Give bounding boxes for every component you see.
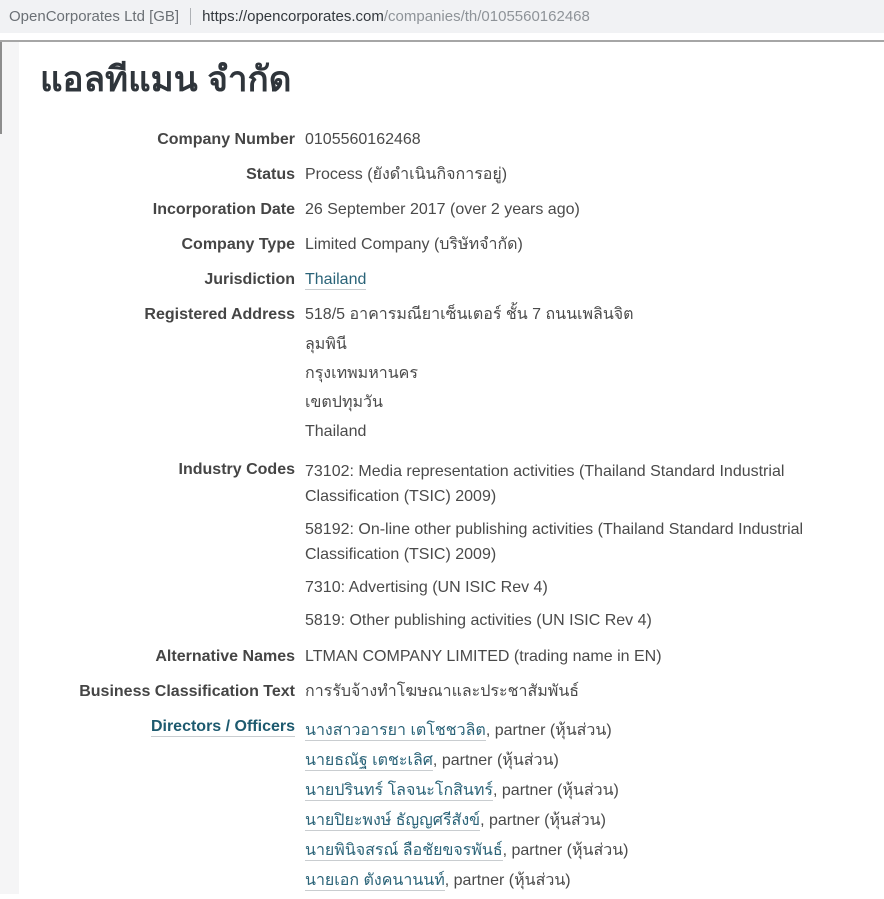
- officer-link[interactable]: นายพินิจสรณ์ ลือชัยขจรพันธ์: [305, 842, 503, 859]
- window-edge-line: [0, 42, 2, 134]
- incorporation-date-label: Incorporation Date: [152, 201, 295, 218]
- row-registered-address: [40, 304, 864, 446]
- address-bar-divider: [190, 8, 191, 25]
- address-bar-gap: [0, 33, 884, 40]
- officer-row: [305, 866, 628, 896]
- url-host: https://opencorporates.com: [202, 8, 384, 25]
- company-number-label: Company Number: [157, 131, 295, 148]
- company-number-value: 0105560162468: [305, 131, 421, 148]
- row-company-type: [40, 234, 864, 256]
- business-classification-value: การรับจ้างทำโฆษณาและประชาสัมพันธ์: [305, 683, 580, 700]
- business-classification-label: Business Classification Text: [79, 683, 295, 700]
- address-line: เขตปทุมวัน: [305, 394, 383, 411]
- officer-row: [305, 776, 628, 806]
- officer-link[interactable]: นายธณัฐ เตชะเลิศ: [305, 752, 433, 769]
- jurisdiction-link[interactable]: Thailand: [305, 271, 367, 288]
- row-industry-codes: [40, 459, 864, 633]
- industry-code-entry: 7310: Advertising (UN ISIC Rev 4): [305, 579, 548, 596]
- officer-role: , partner (หุ้นส่วน): [432, 752, 559, 769]
- officer-role: , partner (หุ้นส่วน): [480, 812, 606, 829]
- incorporation-date-value: 26 September 2017 (over 2 years ago): [305, 201, 580, 218]
- industry-codes-value: [305, 459, 857, 633]
- row-status: [40, 164, 864, 186]
- directors-officers-value: [305, 716, 628, 896]
- company-page: [40, 42, 864, 896]
- registered-address-label: Registered Address: [144, 306, 295, 323]
- address-line: กรุงเทพมหานคร: [305, 365, 418, 382]
- officer-role: , partner (หุ้นส่วน): [493, 782, 619, 799]
- row-directors-officers: [40, 716, 864, 896]
- industry-codes-label: Industry Codes: [178, 461, 295, 478]
- url-path: /companies/th/0105560162468: [383, 8, 590, 25]
- officer-link[interactable]: นายปิยะพงษ์ ธัญญศรีสังข์: [305, 812, 481, 829]
- certificate-org: OpenCorporates Ltd [GB]: [9, 8, 180, 25]
- industry-code-entry: 58192: On-line other publishing activities (Thailand Standard Industrial Classification (TSIC) 2009): [305, 521, 804, 563]
- browser-address-bar[interactable]: [0, 0, 884, 33]
- directors-officers-link[interactable]: Directors / Officers: [150, 718, 295, 735]
- address-line: 518/5 อาคารมณียาเซ็นเตอร์ ชั้น 7 ถนนเพลินจิต: [305, 306, 634, 323]
- page-title: แอลทีแมน จำกัด: [40, 60, 292, 99]
- officer-link[interactable]: นางสาวอารยา เตโชชวลิต: [305, 722, 486, 739]
- row-business-classification: [40, 681, 864, 703]
- officer-row: [305, 836, 628, 866]
- row-company-number: [40, 129, 864, 151]
- officer-role: , partner (หุ้นส่วน): [485, 722, 612, 739]
- registered-address-value: [305, 304, 634, 446]
- address-line: ลุมพินี: [305, 336, 347, 353]
- officer-link[interactable]: นายปรินทร์ โลจนะโกสินทร์: [305, 782, 493, 799]
- status-label: Status: [246, 166, 295, 183]
- company-type-value: Limited Company (บริษัทจำกัด): [305, 236, 523, 253]
- officer-row: [305, 746, 628, 776]
- officer-row: [305, 806, 628, 836]
- officer-row: [305, 716, 628, 746]
- status-value: Process (ยังดำเนินกิจการอยู่): [305, 166, 508, 183]
- row-jurisdiction: [40, 269, 864, 291]
- alternative-names-label: Alternative Names: [155, 648, 295, 665]
- row-alternative-names: [40, 646, 864, 668]
- address-line: Thailand: [305, 423, 367, 440]
- row-incorporation-date: [40, 199, 864, 221]
- page-left-gutter: [0, 42, 19, 894]
- company-type-label: Company Type: [181, 236, 295, 253]
- industry-code-entry: 73102: Media representation activities (Thailand Standard Industrial Classification (TSIC) 2009): [305, 463, 785, 505]
- officer-role: , partner (หุ้นส่วน): [444, 872, 571, 889]
- page-url[interactable]: [202, 8, 590, 25]
- officer-link[interactable]: นายเอก ตังคนานนท์: [305, 872, 445, 889]
- industry-code-entry: 5819: Other publishing activities (UN ISIC Rev 4): [305, 612, 652, 629]
- alternative-names-value: LTMAN COMPANY LIMITED (trading name in EN): [305, 648, 662, 665]
- officer-role: , partner (หุ้นส่วน): [502, 842, 629, 859]
- jurisdiction-label: Jurisdiction: [204, 271, 295, 288]
